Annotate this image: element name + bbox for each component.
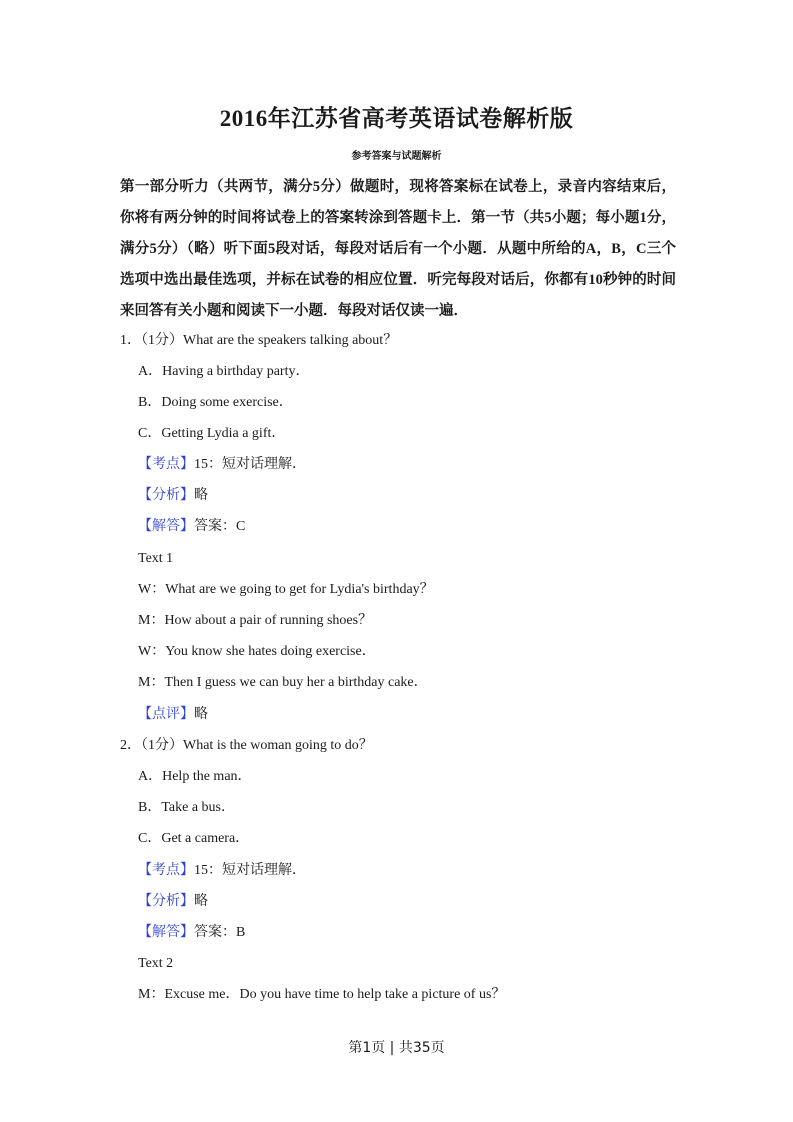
q2-dialogue-line: M：Excuse me．Do you have time to help take a picture of us？ bbox=[138, 987, 506, 1002]
page-footer: 第1页 | 共35页 bbox=[348, 1040, 445, 1056]
listening-instructions: 第一部分听力（共两节，满分5分）做题时，现将答案标在试卷上，录音内容结束后，你将有两分钟的时间将试卷上的答案转涂到答题卡上．第一节（共5小题；每小题1分，满分5分）（略）听下面5段对话，每段对话后有一个小题．从题中所给的A，B，C三个选项中选出最佳选项，并标在试卷的相应位置．听完每段对话后，你都有10秒钟的时间来回答有关小题和阅读下一小题．每段对话仅读一遍． bbox=[120, 179, 676, 319]
jieda-tag: 【解答】 bbox=[138, 519, 194, 534]
jieda-tag: 【解答】 bbox=[138, 925, 194, 940]
q1-fenxi bbox=[138, 487, 208, 505]
question-1: 1．（1分）What are the speakers talking about？ bbox=[120, 333, 398, 348]
fenxi-text: 略 bbox=[194, 894, 208, 909]
kaodian-text: 15：短对话理解． bbox=[194, 457, 306, 472]
kaodian-tag: 【考点】 bbox=[138, 863, 194, 878]
q1-option-b: B．Doing some exercise． bbox=[138, 395, 293, 410]
jieda-text: 答案：B bbox=[194, 925, 246, 940]
q1-dialogue-line: W：You know she hates doing exercise． bbox=[138, 644, 376, 659]
q2-option-c: C．Get a camera． bbox=[138, 831, 250, 846]
q2-text-label: Text 2 bbox=[138, 956, 174, 971]
q2-kaodian bbox=[138, 862, 306, 880]
kaodian-text: 15：短对话理解． bbox=[194, 863, 306, 878]
dianping-text: 略 bbox=[194, 707, 208, 722]
q1-option-a: A．Having a birthday party． bbox=[138, 364, 310, 379]
jieda-text: 答案：C bbox=[194, 519, 246, 534]
fenxi-tag: 【分析】 bbox=[138, 488, 194, 503]
q1-dialogue-line: W：What are we going to get for Lydia's birthday？ bbox=[138, 582, 434, 597]
fenxi-tag: 【分析】 bbox=[138, 894, 194, 909]
kaodian-tag: 【考点】 bbox=[138, 457, 194, 472]
q1-jieda bbox=[138, 518, 245, 536]
q2-jieda bbox=[138, 924, 245, 942]
q2-option-a: A．Help the man． bbox=[138, 769, 252, 784]
q1-kaodian bbox=[138, 456, 306, 474]
dianping-tag: 【点评】 bbox=[138, 707, 194, 722]
q1-text-label: Text 1 bbox=[138, 551, 174, 566]
q1-dialogue-line: M：Then I guess we can buy her a birthday cake． bbox=[138, 675, 428, 690]
fenxi-text: 略 bbox=[194, 488, 208, 503]
q1-option-c: C．Getting Lydia a gift． bbox=[138, 426, 286, 441]
q2-fenxi bbox=[138, 893, 208, 911]
question-2: 2．（1分）What is the woman going to do？ bbox=[120, 738, 373, 753]
page-title: 2016年江苏省高考英语试卷解析版 bbox=[219, 106, 574, 131]
q2-option-b: B．Take a bus． bbox=[138, 800, 236, 815]
q1-dialogue-line: M：How about a pair of running shoes？ bbox=[138, 613, 373, 628]
q1-dianping bbox=[138, 706, 208, 724]
page-subtitle: 参考答案与试题解析 bbox=[351, 151, 442, 162]
